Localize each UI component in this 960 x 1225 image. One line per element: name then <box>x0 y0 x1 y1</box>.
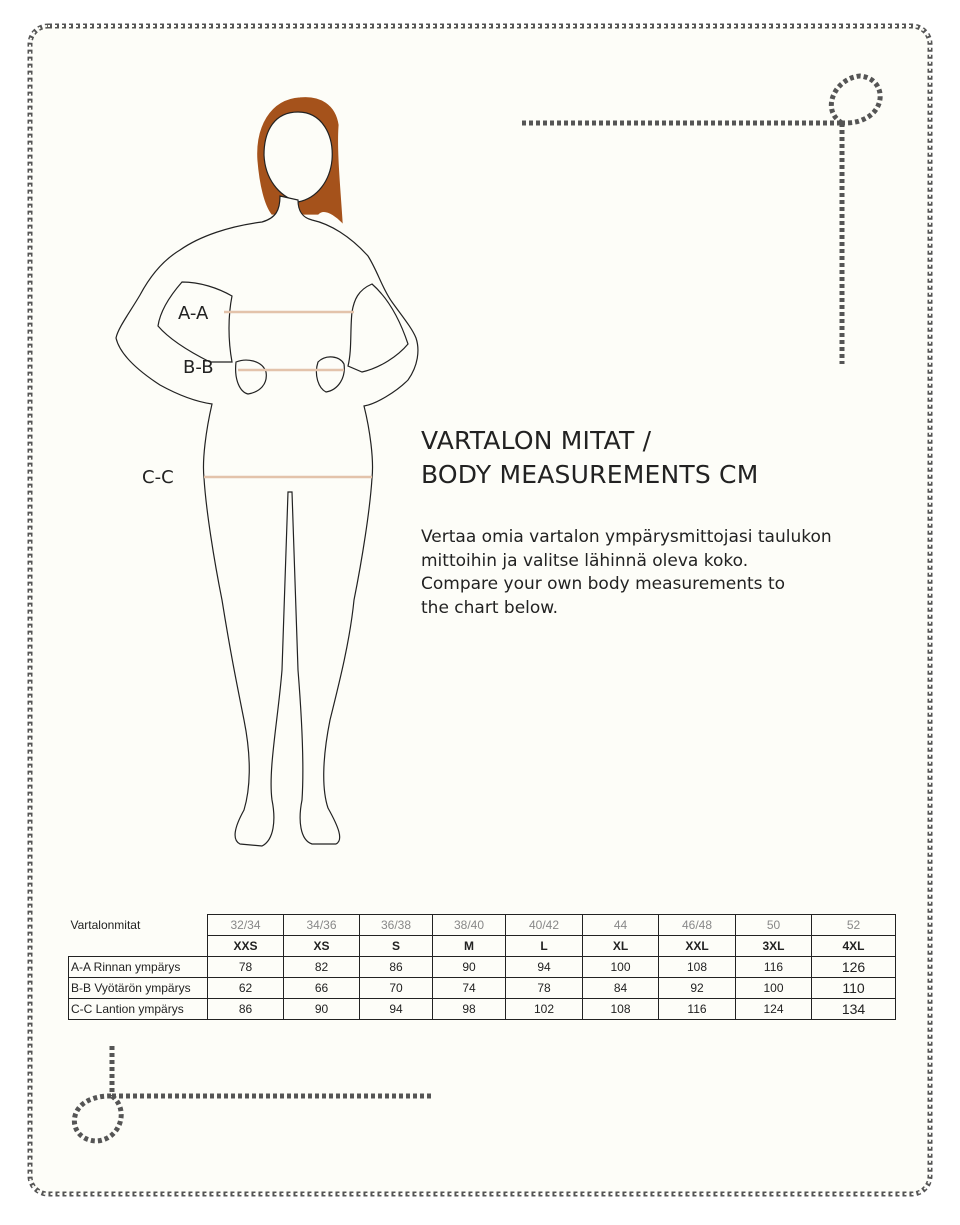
table-cell: 100 <box>736 978 812 999</box>
table-cell: 94 <box>506 957 583 978</box>
eu-size: 52 <box>812 915 896 936</box>
row-label: B-B Vyötärön ympärys <box>69 978 208 999</box>
letter-size: M <box>433 936 506 957</box>
table-cell: 78 <box>506 978 583 999</box>
table-cell: 94 <box>360 999 433 1020</box>
table-cell: 134 <box>812 999 896 1020</box>
row-label: C-C Lantion ympärys <box>69 999 208 1020</box>
label-cc: C-C <box>142 467 174 488</box>
letter-size: XXS <box>208 936 284 957</box>
title-line-1: VARTALON MITAT / <box>421 426 652 455</box>
size-table <box>68 914 896 1020</box>
eu-size: 34/36 <box>284 915 360 936</box>
instructions-line-4: the chart below. <box>421 597 559 618</box>
letter-size: L <box>506 936 583 957</box>
instructions <box>421 526 841 620</box>
table-row <box>69 978 896 999</box>
letter-size: S <box>360 936 433 957</box>
instructions-line-3: Compare your own body measurements to <box>421 574 786 594</box>
table-cell: 116 <box>736 957 812 978</box>
table-cell: 108 <box>659 957 736 978</box>
table-cell: 90 <box>284 999 360 1020</box>
table-cell: 116 <box>659 999 736 1020</box>
letter-size: XS <box>284 936 360 957</box>
table-row <box>69 999 896 1020</box>
instructions-line-1: Vertaa omia vartalon ympärysmittojasi taulukon <box>421 527 832 547</box>
table-cell: 90 <box>433 957 506 978</box>
letter-size: XL <box>583 936 659 957</box>
table-cell: 110 <box>812 978 896 999</box>
table-cell: 70 <box>360 978 433 999</box>
eu-size: 36/38 <box>360 915 433 936</box>
table-cell: 102 <box>506 999 583 1020</box>
row-label: A-A Rinnan ympärys <box>69 957 208 978</box>
eu-size: 40/42 <box>506 915 583 936</box>
table-cell: 78 <box>208 957 284 978</box>
table-cell: 84 <box>583 978 659 999</box>
instructions-line-2: mittoihin ja valitse lähinnä oleva koko. <box>421 550 749 571</box>
table-cell: 98 <box>433 999 506 1020</box>
eu-size: 50 <box>736 915 812 936</box>
label-aa: A-A <box>178 303 209 324</box>
table-cell: 86 <box>360 957 433 978</box>
table-cell: 108 <box>583 999 659 1020</box>
table-corner-label: Vartalonmitat <box>70 917 141 932</box>
letter-size: XXL <box>659 936 736 957</box>
table-cell: 100 <box>583 957 659 978</box>
letter-size: 4XL <box>812 936 896 957</box>
table-cell: 124 <box>736 999 812 1020</box>
table-row <box>69 957 896 978</box>
table-cell: 62 <box>208 978 284 999</box>
table-cell: 66 <box>284 978 360 999</box>
eu-size: 46/48 <box>659 915 736 936</box>
eu-size: 44 <box>583 915 659 936</box>
table-cell: 74 <box>433 978 506 999</box>
eu-size: 38/40 <box>433 915 506 936</box>
eu-size-row <box>69 915 896 936</box>
eu-size: 32/34 <box>208 915 284 936</box>
table-cell: 82 <box>284 957 360 978</box>
title-line-2: BODY MEASUREMENTS CM <box>421 460 759 489</box>
table-cell: 126 <box>812 957 896 978</box>
page-title <box>421 424 758 492</box>
letter-size: 3XL <box>736 936 812 957</box>
table-cell: 92 <box>659 978 736 999</box>
label-bb: B-B <box>183 357 214 378</box>
table-cell: 86 <box>208 999 284 1020</box>
